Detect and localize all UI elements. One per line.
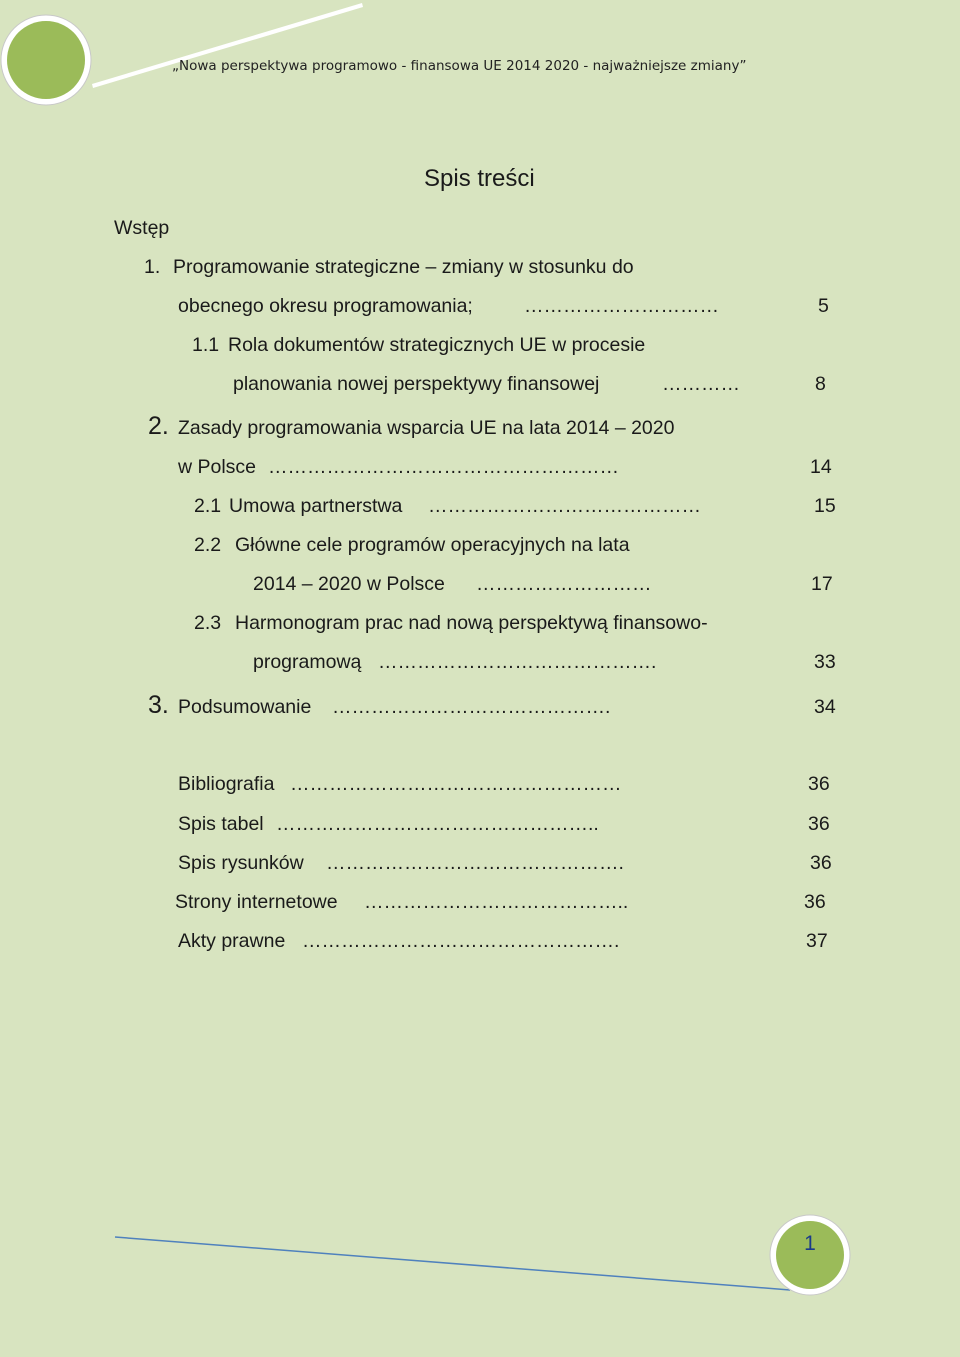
toc-number: 2.1 <box>194 495 222 517</box>
toc-entry-2-3-number <box>194 611 221 635</box>
toc-number: 1.1 <box>192 334 220 356</box>
toc-dots: ………………………………………….. <box>276 813 599 835</box>
toc-dots: ………………………………………. <box>326 852 624 874</box>
toc-number: 2.3 <box>194 612 222 634</box>
toc-entry-1-1-text1 <box>228 333 645 357</box>
toc-entry-2-3-page <box>814 650 836 674</box>
toc-label: Spis tabel <box>178 813 264 835</box>
toc-entry-websites <box>175 890 338 914</box>
toc-entry-2-2-number <box>194 533 221 557</box>
toc-page: 15 <box>814 495 836 517</box>
footer-rule <box>115 1237 790 1290</box>
toc-entry-figures-leader <box>326 851 624 875</box>
toc-entry-figures-page <box>810 851 832 875</box>
toc-dots: ………………………………….. <box>364 891 629 913</box>
toc-label: Strony internetowe <box>175 891 338 913</box>
toc-entry-2-2-leader <box>476 572 652 596</box>
toc-entry-1-line2 <box>178 294 473 318</box>
toc-entry-websites-leader <box>364 890 628 914</box>
toc-dots: …………………………………………… <box>290 773 622 795</box>
toc-number: 2. <box>148 412 169 440</box>
toc-number: 2.2 <box>194 534 222 556</box>
toc-entry-1-1-page <box>815 372 826 396</box>
toc-page: 36 <box>810 852 832 874</box>
toc-dots: ……………………………………. <box>378 651 657 673</box>
toc-page: 17 <box>811 573 833 595</box>
toc-page: 14 <box>810 456 832 478</box>
toc-entry-2-2-page <box>811 572 833 596</box>
toc-dots: …………………………………… <box>428 495 701 517</box>
toc-entry-bibliography-page <box>808 772 830 796</box>
toc-dots: …………………………………………. <box>302 930 620 952</box>
toc-dots: ……………………… <box>476 573 652 595</box>
toc-entry-3-text <box>178 695 311 719</box>
toc-entry-bibliography-leader <box>290 772 622 796</box>
toc-entry-1-leader <box>524 294 719 318</box>
toc-entry-2-number <box>148 414 169 438</box>
toc-entry-tables <box>178 812 264 836</box>
toc-entry-2-1-text <box>229 494 402 518</box>
toc-entry-2-3-text1 <box>235 611 708 635</box>
toc-entry-2-text2 <box>178 455 256 479</box>
toc-entry-2-2-text2 <box>253 572 445 596</box>
toc-entry-legal-acts-page <box>806 929 828 953</box>
toc-entry-2-3-leader <box>378 650 656 674</box>
toc-entry-2-1-page <box>814 494 836 518</box>
toc-entry-legal-acts-leader <box>302 929 619 953</box>
toc-label: Rola dokumentów strategicznych UE w procesie <box>228 334 646 356</box>
toc-entry-1-1-text2 <box>233 372 599 396</box>
toc-dots: ………………………… <box>524 295 719 317</box>
toc-label: Główne cele programów operacyjnych na lata <box>235 534 630 556</box>
toc-dots: ……………………………………. <box>332 696 611 718</box>
toc-page: 36 <box>808 773 830 795</box>
toc-label: obecnego okresu programowania; <box>178 295 473 317</box>
toc-label: Harmonogram prac nad nową perspektywą finansowo- <box>235 612 708 634</box>
toc-entry-2-3-text2 <box>253 650 361 674</box>
toc-entry-legal-acts <box>178 929 285 953</box>
toc-entry-3-page <box>814 695 836 719</box>
toc-entry-2-1-number <box>194 494 221 518</box>
toc-entry-1-1-number <box>192 333 219 357</box>
toc-entry-1-text1 <box>173 255 634 279</box>
toc-entry-bibliography <box>178 772 274 796</box>
toc-number: 1. <box>144 256 161 278</box>
toc-label: Zasady programowania wsparcia UE na lata 2014 – 2020 <box>178 417 675 439</box>
toc-entry-2-1-leader <box>428 494 701 518</box>
header-circle-icon <box>1 15 91 105</box>
toc-number: 3. <box>148 691 169 719</box>
toc-label: 2014 – 2020 w Polsce <box>253 573 445 595</box>
toc-dots: ………… <box>662 373 740 395</box>
toc-page: 37 <box>806 930 828 952</box>
toc-label: Spis rysunków <box>178 852 304 874</box>
toc-label: Programowanie strategiczne – zmiany w stosunku do <box>173 256 634 278</box>
toc-label: Wstęp <box>114 217 170 239</box>
toc-entry-2-leader <box>268 455 619 479</box>
toc-label: Umowa partnerstwa <box>229 495 403 517</box>
toc-label: Bibliografia <box>178 773 275 795</box>
toc-entry-1-1-leader <box>662 372 740 396</box>
toc-entry-3-leader <box>332 695 610 719</box>
toc-page: 33 <box>814 651 836 673</box>
toc-dots: ……………………………………………… <box>268 456 619 478</box>
toc-label: w Polsce <box>178 456 257 478</box>
toc-entry-2-page <box>810 455 832 479</box>
toc-label: Podsumowanie <box>178 696 312 718</box>
toc-entry-2-2-text1 <box>235 533 630 557</box>
page-number: 1 <box>804 1232 816 1255</box>
toc-entry-tables-leader <box>276 812 599 836</box>
toc-entry-2-text1 <box>178 416 674 440</box>
toc-entry-websites-page <box>804 890 826 914</box>
toc-entry-3-number <box>148 693 169 717</box>
running-header: „Nowa perspektywa programowo - finansowa UE 2014 2020 - najważniejsze zmiany” <box>172 58 747 74</box>
toc-entry-intro <box>114 216 169 240</box>
toc-entry-tables-page <box>808 812 830 836</box>
toc-entry-figures <box>178 851 304 875</box>
toc-page: 36 <box>804 891 826 913</box>
page-title: Spis treści <box>424 165 535 192</box>
toc-label: Akty prawne <box>178 930 286 952</box>
toc-label: programową <box>253 651 362 673</box>
toc-page: 5 <box>818 295 829 317</box>
toc-page: 34 <box>814 696 836 718</box>
toc-entry-1-page <box>818 294 829 318</box>
toc-page: 8 <box>815 373 826 395</box>
toc-entry-1-line1 <box>144 255 160 279</box>
toc-label: planowania nowej perspektywy finansowej <box>233 373 600 395</box>
header-rule <box>92 3 363 88</box>
toc-page: 36 <box>808 813 830 835</box>
